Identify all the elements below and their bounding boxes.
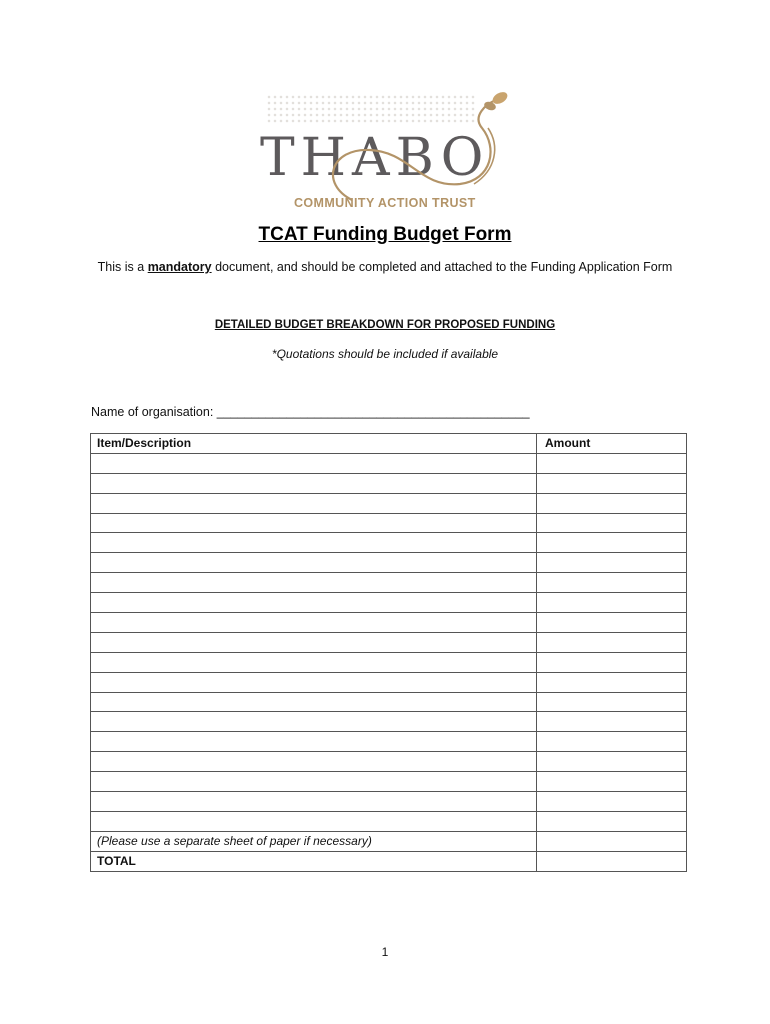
separate-sheet-row [91, 831, 687, 851]
item-cell[interactable] [91, 573, 537, 593]
intro-after: document, and should be completed and attached to the Funding Application Form [211, 260, 673, 274]
amount-cell[interactable] [537, 772, 687, 792]
amount-cell[interactable] [537, 831, 687, 851]
item-cell[interactable] [91, 553, 537, 573]
amount-cell[interactable] [537, 672, 687, 692]
organisation-label: Name of organisation: [91, 405, 214, 419]
table-row [91, 752, 687, 772]
table-row [91, 652, 687, 672]
item-cell[interactable] [91, 672, 537, 692]
table-row [91, 453, 687, 473]
item-cell[interactable] [91, 533, 537, 553]
amount-cell[interactable] [537, 553, 687, 573]
amount-cell[interactable] [537, 632, 687, 652]
form-title: TCAT Funding Budget Form [258, 224, 512, 245]
table-row [91, 772, 687, 792]
item-cell[interactable] [91, 732, 537, 752]
amount-cell[interactable] [537, 453, 687, 473]
item-cell[interactable] [91, 772, 537, 792]
amount-cell[interactable] [537, 613, 687, 633]
organisation-line [91, 405, 530, 419]
table-row [91, 593, 687, 613]
table-row [91, 811, 687, 831]
table-row [91, 732, 687, 752]
logo-tagline: COMMUNITY ACTION TRUST [294, 196, 476, 210]
amount-cell[interactable] [537, 732, 687, 752]
item-description-header: Item/Description [91, 434, 537, 454]
item-cell[interactable] [91, 632, 537, 652]
item-cell[interactable] [91, 692, 537, 712]
amount-cell[interactable] [537, 811, 687, 831]
total-row [91, 851, 687, 871]
amount-header: Amount [537, 434, 687, 454]
table-row [91, 573, 687, 593]
amount-cell[interactable] [537, 473, 687, 493]
table-row [91, 692, 687, 712]
quotation-note: *Quotations should be included if available [271, 347, 499, 361]
amount-cell[interactable] [537, 573, 687, 593]
table-row [91, 792, 687, 812]
table-row [91, 553, 687, 573]
amount-cell[interactable] [537, 652, 687, 672]
amount-cell[interactable] [537, 792, 687, 812]
item-cell[interactable] [91, 652, 537, 672]
item-cell[interactable] [91, 593, 537, 613]
item-cell[interactable] [91, 613, 537, 633]
table-row [91, 712, 687, 732]
thabo-logo [260, 88, 512, 216]
amount-cell[interactable] [537, 593, 687, 613]
page-number: 1 [381, 945, 389, 959]
table-row [91, 473, 687, 493]
table-row [91, 672, 687, 692]
item-cell[interactable] [91, 473, 537, 493]
item-cell[interactable] [91, 811, 537, 831]
table-row [91, 513, 687, 533]
intro-mandatory: mandatory [147, 260, 212, 274]
organisation-blank[interactable]: _____________________________________________ [216, 405, 530, 419]
amount-cell[interactable] [537, 712, 687, 732]
amount-cell[interactable] [537, 692, 687, 712]
table-row [91, 613, 687, 633]
section-title: DETAILED BUDGET BREAKDOWN FOR PROPOSED FUNDING [214, 319, 556, 331]
item-cell[interactable] [91, 453, 537, 473]
logo-wordmark: THABO [260, 128, 490, 188]
budget-table [90, 433, 687, 872]
table-row [91, 533, 687, 553]
amount-cell[interactable] [537, 752, 687, 772]
table-row [91, 632, 687, 652]
table-row [91, 493, 687, 513]
item-cell[interactable] [91, 712, 537, 732]
item-cell[interactable] [91, 493, 537, 513]
amount-cell[interactable] [537, 533, 687, 553]
item-cell[interactable] [91, 792, 537, 812]
total-label: TOTAL [91, 851, 537, 871]
item-cell[interactable] [91, 752, 537, 772]
total-amount-cell[interactable] [537, 851, 687, 871]
amount-cell[interactable] [537, 493, 687, 513]
item-cell[interactable] [91, 513, 537, 533]
intro-before: This is a [97, 260, 148, 274]
amount-cell[interactable] [537, 513, 687, 533]
budget-body [91, 453, 687, 871]
intro-text [0, 260, 770, 274]
table-header-row [91, 434, 687, 454]
separate-sheet-note: (Please use a separate sheet of paper if necessary) [91, 831, 537, 851]
